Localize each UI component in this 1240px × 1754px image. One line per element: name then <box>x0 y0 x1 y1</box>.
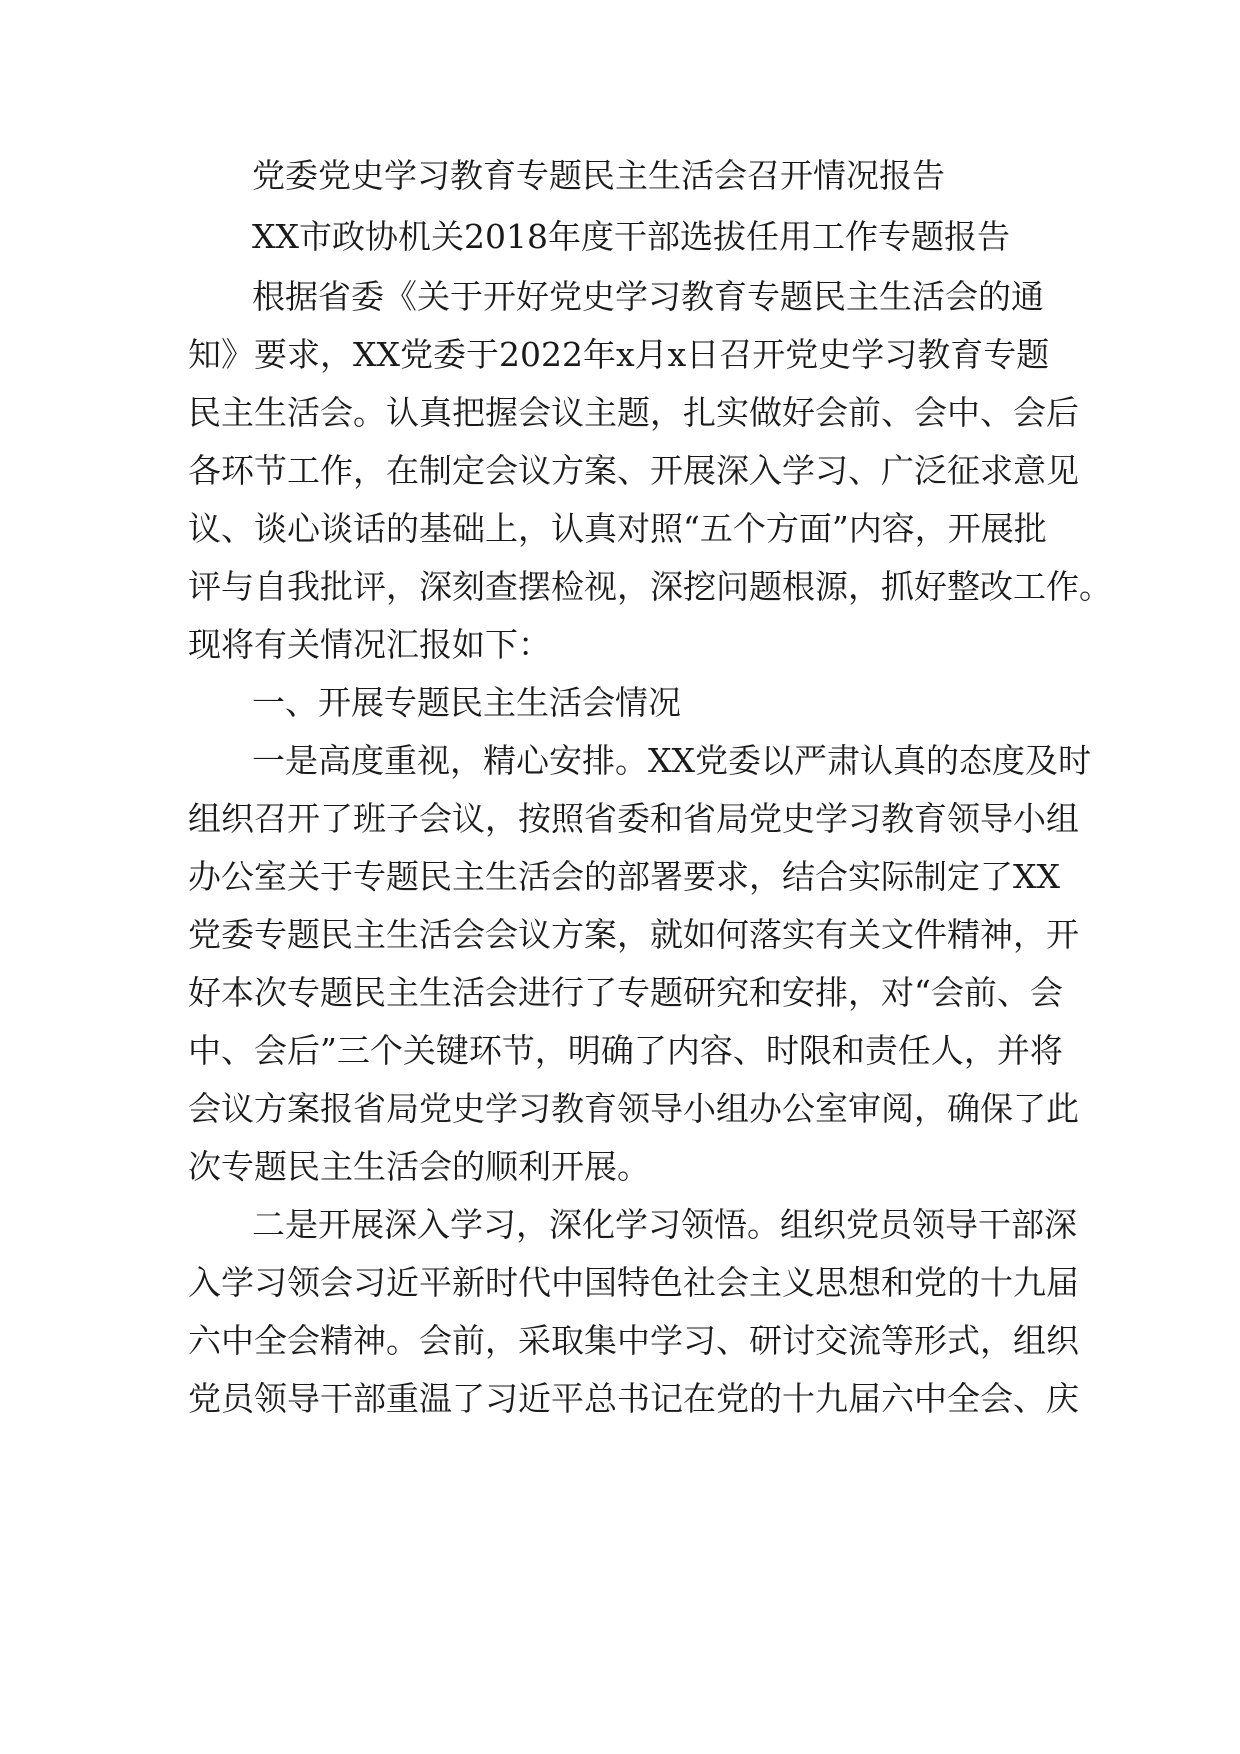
paragraph-line: 知》要求，XX党委于2022年x月x日召开党史学习教育专题 <box>188 335 1050 374</box>
paragraph-line: 党员领导干部重温了习近平总书记在党的十九届六中全会、庆 <box>188 1379 1079 1418</box>
paragraph-line: 六中全会精神。会前，采取集中学习、研讨交流等形式，组织 <box>188 1321 1079 1360</box>
document-title: 党委党史学习教育专题民主生活会召开情况报告 <box>252 156 945 195</box>
paragraph-line: 好本次专题民主生活会进行了专题研究和安排，对“会前、会 <box>188 973 1063 1012</box>
paragraph-line: 组织召开了班子会议，按照省委和省局党史学习教育领导小组 <box>188 799 1079 838</box>
paragraph-line: 二是开展深入学习，深化学习领悟。组织党员领导干部深 <box>252 1205 1077 1244</box>
paragraph-line: 评与自我批评，深刻查摆检视，深挖问题根源，抓好整改工作。 <box>188 567 1112 606</box>
paragraph-line: 办公室关于专题民主生活会的部署要求，结合实际制定了XX <box>188 857 1060 896</box>
paragraph-line: 现将有关情况汇报如下： <box>188 625 551 664</box>
paragraph-line: 会议方案报省局党史学习教育领导小组办公室审阅，确保了此 <box>188 1089 1079 1128</box>
section-heading-text: 一、开展专题民主生活会情况 <box>252 683 681 722</box>
paragraph-line: 入学习领会习近平新时代中国特色社会主义思想和党的十九届 <box>188 1263 1079 1302</box>
paragraph-line: 各环节工作，在制定会议方案、开展深入学习、广泛征求意见 <box>188 451 1079 490</box>
document-subtitle: XX市政协机关2018年度干部选拔任用工作专题报告 <box>252 217 1010 256</box>
paragraph-line: 中、会后”三个关键环节，明确了内容、时限和责任人，并将 <box>188 1031 1063 1070</box>
paragraph-line: 根据省委《关于开好党史学习教育专题民主生活会的通 <box>252 277 1044 316</box>
paragraph-line: 民主生活会。认真把握会议主题，扎实做好会前、会中、会后 <box>188 393 1079 432</box>
paragraph-line: 议、谈心谈话的基础上，认真对照“五个方面”内容，开展批 <box>188 509 1047 548</box>
paragraph-line: 一是高度重视，精心安排。XX党委以严肃认真的态度及时 <box>252 741 1091 780</box>
paragraph-line: 党委专题民主生活会会议方案，就如何落实有关文件精神，开 <box>188 915 1079 954</box>
paragraph-line: 次专题民主生活会的顺利开展。 <box>188 1147 650 1186</box>
